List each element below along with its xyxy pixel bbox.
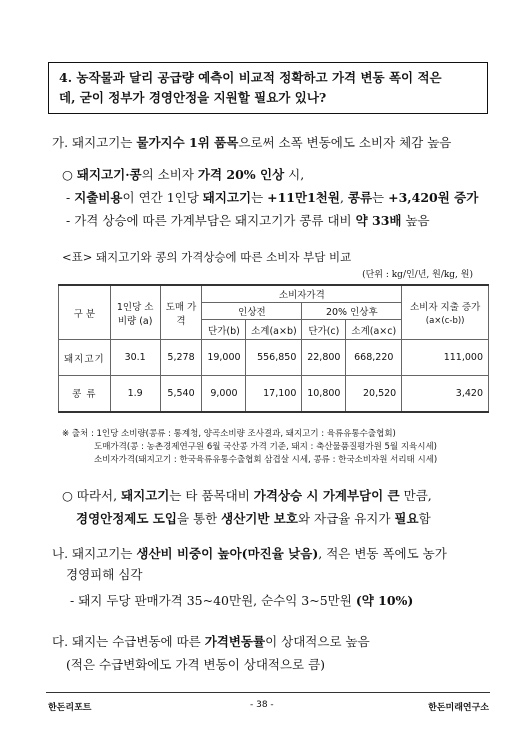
bullet-3-text-b: 높음 — [401, 213, 430, 228]
header-consumption: 1인당 소비량 (a) — [110, 285, 160, 340]
text: 함 — [418, 511, 431, 526]
bullet-marker: ○ — [62, 167, 77, 182]
section-b-line-2: 경영피해 심각 — [66, 567, 143, 582]
section-a-bold: 물가지수 1위 품목 — [136, 135, 239, 150]
row-label: 돼지고기 — [59, 340, 111, 376]
cell-increase: 3,420 — [402, 376, 489, 412]
bullet-2-bold-d: 콩류 — [347, 190, 373, 205]
section-a-text-end: 으로써 소폭 변동에도 소비자 체감 높음 — [238, 135, 452, 150]
bullet-1-text-a: 의 소비자 — [141, 167, 198, 182]
header-after: 20% 인상후 — [302, 303, 402, 320]
paragraph-b-line-2 — [76, 510, 431, 528]
header-wholesale: 도매 가격 — [160, 285, 202, 340]
bullet-1-bold-a: 돼지고기·콩 — [76, 167, 142, 182]
footer-left: 한돈리포트 — [48, 703, 92, 713]
header-category: 구 분 — [59, 285, 111, 340]
table-unit: (단위 : kg/인/년, 원/kg, 원) — [362, 270, 473, 280]
cell-wholesale: 5,540 — [160, 376, 202, 412]
section-b — [52, 545, 447, 563]
cell-subtotal-axb: 556,850 — [246, 340, 302, 376]
text: 을 통한 — [176, 511, 222, 526]
cell-wholesale: 5,278 — [160, 340, 202, 376]
section-a — [52, 134, 451, 152]
bullet-3-text-a: - 가격 상승에 따른 가계부담은 돼지고기가 콩류 대비 — [66, 213, 356, 228]
note-consumer: 소비자가격(돼지고기 : 한국육류유통수출협회 삼겹살 시세, 콩류 : 한국소비자원 서리태 시세) — [94, 455, 438, 465]
section-a-text: 가. 돼지고기는 — [52, 135, 137, 150]
header-increase — [402, 285, 489, 340]
cell-increase: 111,000 — [402, 340, 489, 376]
bullet-2-text-a: 이 연간 1인당 — [122, 190, 203, 205]
text: , 적은 변동 폭에도 농가 — [318, 546, 447, 561]
source-notes — [62, 428, 437, 467]
cell-subtotal-axb: 17,100 — [246, 376, 302, 412]
header-subtotal-axb: 소계(a×b) — [246, 320, 302, 340]
footer-divider — [46, 692, 490, 693]
bullet-2-text-c: , — [339, 190, 348, 205]
header-consumer-price: 소비자가격 — [202, 285, 402, 303]
text: 는 타 품목대비 — [169, 488, 254, 503]
header-subtotal-axc: 소계(a×c) — [346, 320, 402, 340]
bold-text: 돼지고기 — [121, 488, 170, 503]
cell-unit-c: 22,800 — [302, 340, 346, 376]
bold-text: 생산기반 보호 — [221, 511, 298, 526]
text: 와 자급율 유지가 — [297, 511, 395, 526]
table-row — [59, 340, 489, 376]
table-caption: <표> 돼지고기와 콩의 가격상승에 따른 소비자 부담 비교 — [62, 250, 352, 264]
bullet-2-bold-a: 지출비용 — [74, 190, 123, 205]
text: - 돼지 두당 판매가격 35~40만원, 순수익 3~5만원 — [70, 593, 356, 608]
cell-subtotal-axc: 20,520 — [346, 376, 402, 412]
bullet-2-text-d: 는 — [372, 190, 389, 205]
question-line-1: 4. 농작물과 달리 공급량 예측이 비교적 정확하고 가격 변동 폭이 적은 — [59, 70, 442, 85]
note-wholesale: 도매가격(콩 : 농촌경제연구원 6월 국산콩 가격 기준, 돼지 : 축산물품질평가원 5월 지육시세) — [94, 442, 437, 452]
question-box — [48, 62, 488, 114]
cell-consumption: 30.1 — [110, 340, 160, 376]
bold-text: 가격상승 시 가계부담이 큰 — [253, 488, 400, 503]
bold-text: 생산비 비중이 높아(마진율 낮음) — [136, 546, 319, 561]
section-c — [52, 633, 370, 651]
table-row — [59, 376, 489, 412]
section-c-line-2: (적은 수급변화에도 가격 변동이 상대적으로 큼) — [66, 657, 326, 672]
bullet-2-text-b: 는 — [251, 190, 268, 205]
header-before: 인상전 — [202, 303, 302, 320]
header-unit-b: 단가(b) — [202, 320, 246, 340]
text: ○ 따라서, — [62, 488, 122, 503]
question-line-2: 데, 굳이 정부가 경영안정을 지원할 필요가 있나? — [59, 90, 327, 105]
bold-text: (약 10%) — [355, 593, 414, 608]
bullet-1 — [62, 166, 304, 184]
cell-subtotal-axc: 668,220 — [346, 340, 402, 376]
note-source: ※ 출처 : 1인당 소비량(콩류 : 통계청, 양곡소비량 조사결과, 돼지고기 : 육류유통수출협회) — [62, 429, 396, 439]
paragraph-b-line-1 — [62, 487, 432, 505]
bullet-1-text-b: 시, — [284, 167, 305, 182]
bullet-2-bold-b: 돼지고기 — [202, 190, 252, 205]
bullet-2 — [66, 189, 478, 207]
cell-unit-c: 10,800 — [302, 376, 346, 412]
text: 나. 돼지고기는 — [52, 546, 137, 561]
bold-text: 필요 — [394, 511, 419, 526]
row-label: 콩 류 — [59, 376, 111, 412]
bold-text: 경영안정제도 도입 — [76, 511, 177, 526]
cell-unit-b: 9,000 — [202, 376, 246, 412]
page-number: - 38 - — [250, 700, 274, 710]
text: 다. 돼지는 수급변동에 따른 — [52, 634, 205, 649]
section-b-item — [70, 592, 413, 610]
text: 만큼, — [399, 488, 432, 503]
cell-consumption: 1.9 — [110, 376, 160, 412]
comparison-table — [58, 284, 489, 413]
header-increase-label: 소비자 지출 증가 — [409, 302, 481, 313]
text: 이 상대적으로 높음 — [265, 634, 370, 649]
bullet-2-bold-c: +11만1천원 — [267, 190, 340, 205]
header-increase-formula: (a×(c-b)) — [425, 316, 465, 326]
bullet-3-bold: 약 33배 — [355, 213, 402, 228]
header-unit-c: 단가(c) — [302, 320, 346, 340]
bullet-2-bold-e: +3,420원 증가 — [388, 190, 479, 205]
bullet-1-bold-b: 가격 20% 인상 — [197, 167, 285, 182]
bold-text: 가격변동률 — [204, 634, 266, 649]
dash: - — [66, 190, 75, 205]
bullet-3 — [66, 212, 430, 230]
cell-unit-b: 19,000 — [202, 340, 246, 376]
footer-right: 한돈미래연구소 — [428, 703, 489, 713]
